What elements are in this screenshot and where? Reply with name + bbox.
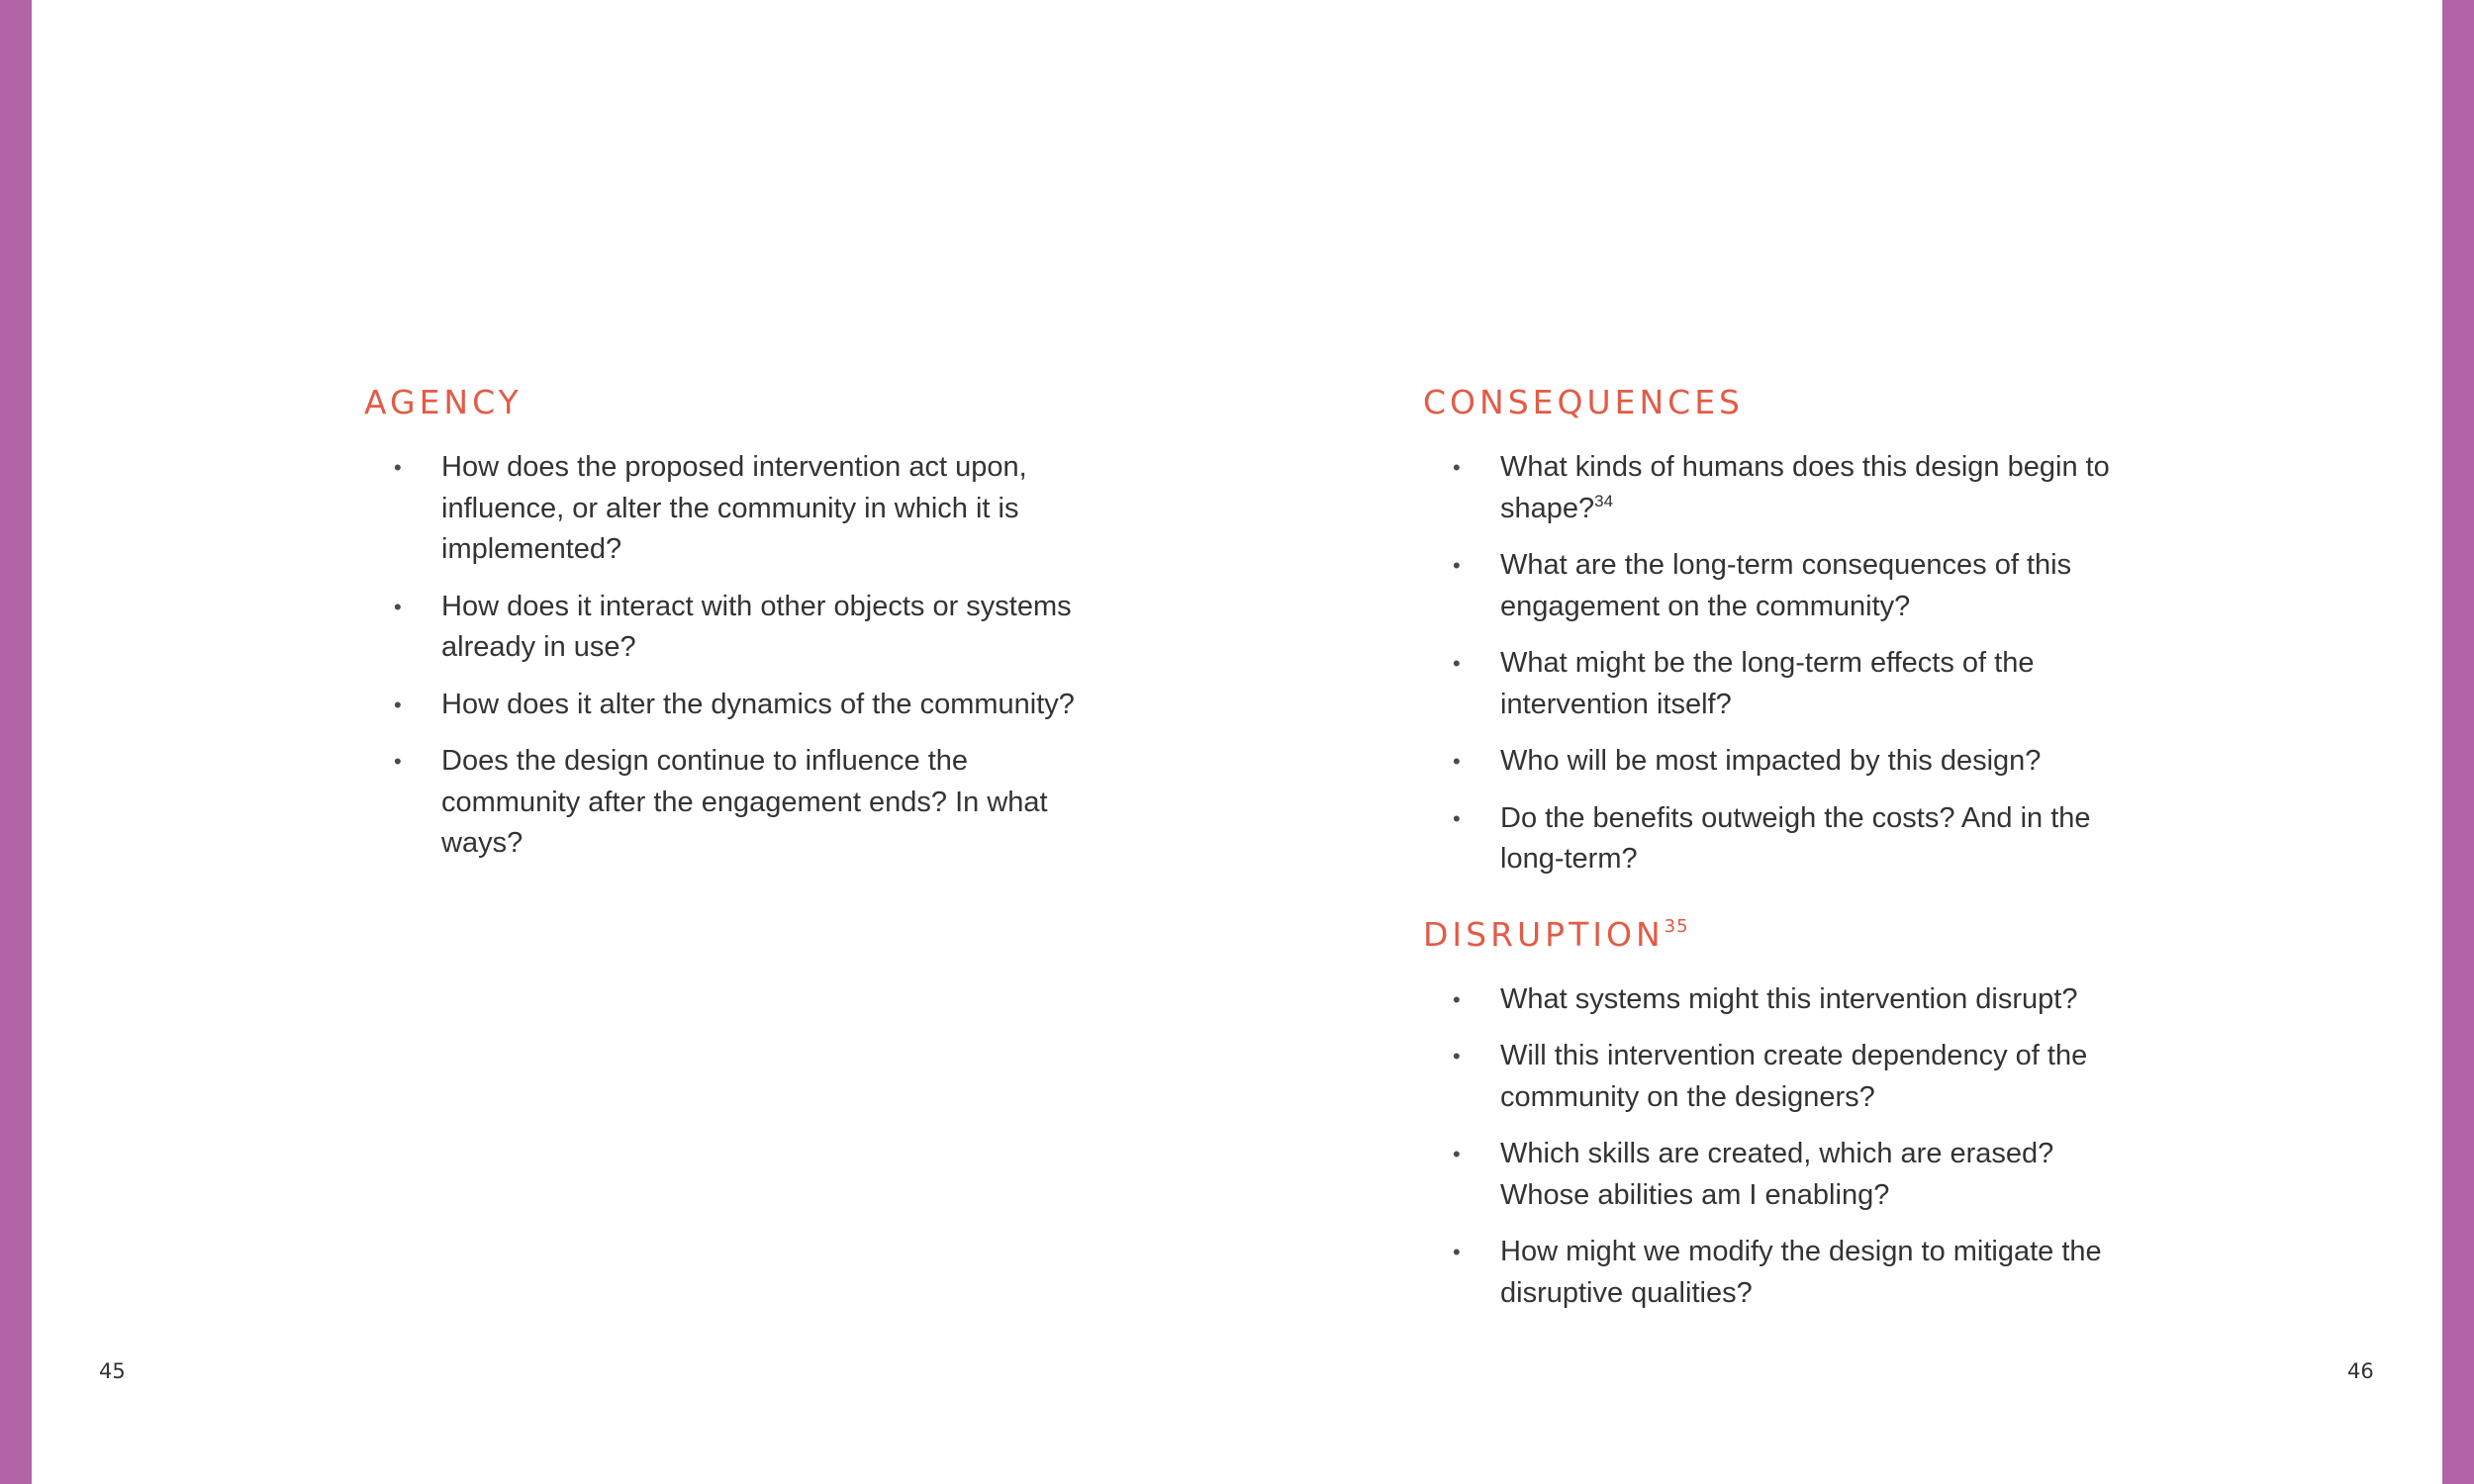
- right-edge-bar: [2442, 0, 2474, 1484]
- question-text: How does the proposed intervention act upon, influence, or alter the community in which it is implemented?: [441, 451, 1027, 565]
- left-page-content: [364, 376, 1077, 892]
- page-number-left: 45: [99, 1359, 126, 1383]
- list-item: [1423, 1134, 2136, 1216]
- list-item: [364, 741, 1077, 865]
- section-title-text: CONSEQUENCES: [1423, 383, 1745, 421]
- list-item: [1423, 545, 2136, 627]
- section-heading-disruption: [1423, 908, 2136, 962]
- question-text: Will this intervention create dependency of the community on the designers?: [1500, 1040, 2088, 1113]
- bullet-icon: •: [1453, 1044, 1461, 1068]
- footnote-marker: 34: [1594, 491, 1614, 510]
- section-heading-consequences: [1423, 376, 2136, 429]
- list-item: [1423, 798, 2136, 881]
- bullet-icon: •: [1453, 553, 1461, 578]
- question-text: How does it alter the dynamics of the community?: [441, 688, 1075, 720]
- bullet-icon: •: [1453, 1240, 1461, 1264]
- section-title-text: DISRUPTION: [1423, 914, 1665, 954]
- bullet-icon: •: [394, 749, 402, 774]
- question-text: What kinds of humans does this design begin to shape?: [1500, 451, 2110, 524]
- page-number-right: 46: [2347, 1359, 2374, 1383]
- question-text: What are the long-term consequences of this engagement on the community?: [1500, 549, 2072, 622]
- list-item: [1423, 1036, 2136, 1118]
- bullet-icon: •: [1453, 749, 1461, 774]
- question-text: What systems might this intervention disrupt?: [1500, 982, 2078, 1015]
- bullet-icon: •: [1453, 455, 1461, 480]
- left-edge-bar: [0, 0, 32, 1484]
- section-title-text: AGENCY: [364, 383, 523, 421]
- bullet-icon: •: [394, 455, 402, 480]
- section-heading-agency: [364, 376, 1077, 429]
- list-item: [1423, 741, 2136, 783]
- question-text: What might be the long-term effects of the intervention itself?: [1500, 647, 2035, 720]
- list-item: [364, 447, 1077, 571]
- bullet-list-disruption: [1423, 979, 2136, 1315]
- bullet-icon: •: [1453, 986, 1461, 1012]
- footnote-marker: 35: [1664, 915, 1689, 937]
- question-text: How might we modify the design to mitigate the disruptive qualities?: [1500, 1236, 2102, 1309]
- list-item: [1423, 643, 2136, 725]
- list-item: [1423, 1232, 2136, 1314]
- bullet-icon: •: [1453, 805, 1461, 831]
- list-item: [364, 587, 1077, 669]
- bullet-list-consequences: [1423, 447, 2136, 881]
- right-page-content: [1423, 376, 2136, 1342]
- bullet-icon: •: [394, 594, 402, 619]
- list-item: [1423, 979, 2136, 1021]
- bullet-list-agency: [364, 447, 1077, 865]
- question-text: Do the benefits outweigh the costs? And in the long-term?: [1500, 801, 2091, 875]
- question-text: Who will be most impacted by this design?: [1500, 745, 2042, 777]
- question-text: How does it interact with other objects or systems already in use?: [441, 590, 1072, 663]
- question-text: Which skills are created, which are erased? Whose abilities am I enabling?: [1500, 1138, 2054, 1211]
- bullet-icon: •: [1453, 1142, 1461, 1166]
- bullet-icon: •: [394, 692, 402, 717]
- question-text: Does the design continue to influence the community after the engagement ends? In what ways?: [441, 745, 1048, 859]
- bullet-icon: •: [1453, 651, 1461, 676]
- list-item: [1423, 447, 2136, 529]
- list-item: [364, 685, 1077, 726]
